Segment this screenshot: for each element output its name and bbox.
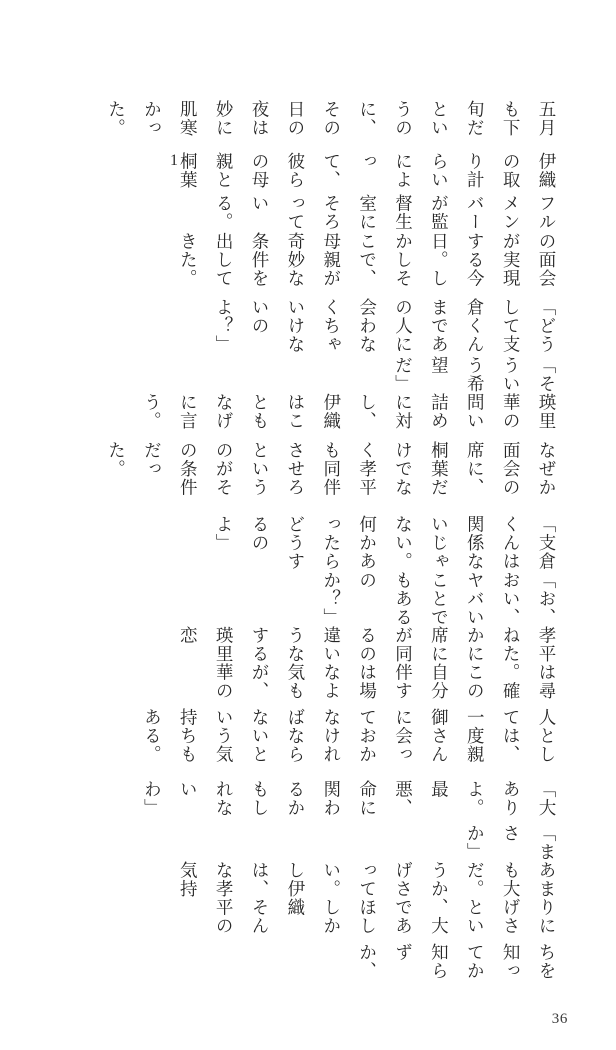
paragraph: 「まさか」 [465, 823, 557, 861]
paragraph: なぜか面会の席に、桐葉だけでなく孝平も同伴させろというのがその条件だった。 [106, 440, 557, 497]
paragraph: 孝平は尋ねた。確かにこの席に自分が同伴するのは場違いなような気もするが、瑛里華の恋 [178, 626, 557, 701]
paragraph: 瑛里華の問い詰めに対し、伊織はこともなげに言う。 [142, 392, 557, 430]
paragraph: フルメンバーが監督生室にそろっている。 [214, 193, 557, 231]
paragraph: 「支倉くんは関係ないじゃない。何かあったらどうするのよ」 [214, 514, 557, 571]
paragraph: ちを知ってか知らずか、 [357, 942, 557, 980]
paragraph: 「大ありよ。最悪、命に関わるかもしれないわ」 [142, 779, 557, 818]
page-number: 36 [551, 1011, 568, 1027]
paragraph: 「どうして支倉くんまであの人に会わなくちゃいけないのよ？」 [214, 297, 557, 354]
vertical-text-body [60, 100, 564, 980]
paragraph: 「そういう希望だ」 [393, 355, 557, 393]
section-number: 1 [170, 152, 178, 169]
paragraph: 「お、おい、ヤバいことでもあるのか？」 [321, 570, 557, 627]
paragraph: の面会が実現する今日。しかしそこで、母親が奇妙な条件を出してきた。 [178, 231, 557, 288]
paragraph-intro-extra: 伊織の取り計らいによって、彼らの母親と桐葉 [178, 151, 557, 190]
paragraph: あまりにも大げさだ。というか、大げさであってほしい。しかし伊織は、そんな孝平の気持 [178, 861, 557, 936]
paragraph: 人としては、一度親御さんに会っておかなければならないという気持ちもある。 [142, 708, 557, 764]
paragraph: 五月も下旬だというのに、その日の夜は妙に肌寒かった。 [106, 100, 557, 138]
